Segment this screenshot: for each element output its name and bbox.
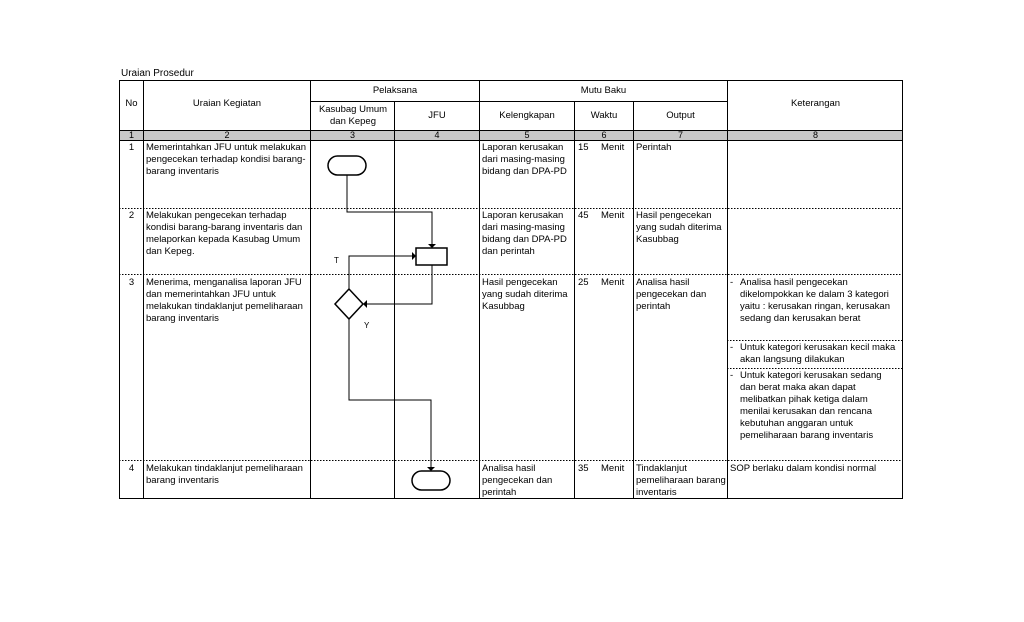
- row-2-uraian: Melakukan pengecekan terhadap kondisi barang-barang inventaris dan melaporkan kepada Kasubag Umum dan Kepeg.: [146, 210, 303, 257]
- table-caption: Uraian Prosedur: [121, 68, 194, 79]
- flow-arrow-start-to-process: [347, 175, 432, 244]
- row-3-waktu-unit: Menit: [601, 277, 625, 288]
- row-4-keterangan: SOP berlaku dalam kondisi normal: [730, 463, 877, 474]
- header-keterangan: Keterangan: [790, 98, 841, 109]
- flow-label-no: T: [334, 256, 339, 265]
- row-1-uraian: Memerintahkan JFU untuk melakukan pengecekan terhadap kondisi barang-barang inventaris: [146, 142, 306, 177]
- row-4-output: Tindaklanjut pemeliharaan barang inventaris: [636, 463, 726, 498]
- row-3-output: Analisa hasil pengecekan dan perintah: [636, 277, 707, 312]
- list-dash: -: [730, 370, 734, 381]
- row-1-output: Perintah: [636, 142, 672, 153]
- row-3-no: 3: [128, 277, 135, 288]
- row-2-output: Hasil pengecekan yang sudah diterima Kasubbag: [636, 210, 722, 245]
- header-waktu: Waktu: [590, 110, 618, 121]
- col-number: 7: [677, 130, 683, 140]
- header-no: No: [125, 98, 138, 109]
- header-jfu: JFU: [428, 110, 446, 121]
- row-1-kelengkapan: Laporan kerusakan dari masing-masing bidang dan DPA-PD: [482, 142, 567, 177]
- flow-arrow-yes-branch: [349, 319, 431, 467]
- list-dash: -: [730, 277, 734, 288]
- header-pelaksana: Pelaksana: [372, 85, 418, 96]
- end-terminator-shape: [412, 471, 450, 490]
- start-terminator-shape: [328, 156, 366, 175]
- keterangan-text: Untuk kategori kerusakan kecil maka akan langsung dilakukan: [740, 342, 896, 365]
- decision-shape: [335, 289, 363, 319]
- header-kasubag: Kasubag Umum dan Kepeg: [318, 104, 388, 127]
- col-number: 2: [224, 130, 230, 140]
- row-3-kelengkapan: Hasil pengecekan yang sudah diterima Kasubbag: [482, 277, 568, 312]
- header-uraian: Uraian Kegiatan: [192, 98, 262, 109]
- header-kelengkapan: Kelengkapan: [499, 110, 555, 121]
- row-4-kelengkapan: Analisa hasil pengecekan dan perintah: [482, 463, 553, 498]
- row-2-kelengkapan: Laporan kerusakan dari masing-masing bidang dan DPA-PD dan perintah: [482, 210, 567, 257]
- row-1-waktu-num: 15: [578, 142, 589, 153]
- arrowhead-icon: [363, 300, 367, 308]
- col-number: 5: [524, 130, 530, 140]
- row-2-waktu-num: 45: [578, 210, 589, 221]
- row-2-no: 2: [128, 210, 135, 221]
- flow-label-yes: Y: [364, 321, 370, 330]
- col-number: 6: [601, 130, 607, 140]
- row-4-no: 4: [128, 463, 135, 474]
- row-4-waktu-num: 35: [578, 463, 589, 474]
- row-4-waktu-unit: Menit: [601, 463, 625, 474]
- process-shape: [416, 248, 447, 265]
- keterangan-text: Analisa hasil pengecekan dikelompokkan ke dalam 3 kategori yaitu : kerusakan ringan, kerusakan sedang dan kerusakan berat: [740, 277, 890, 324]
- header-mutu-baku: Mutu Baku: [580, 85, 627, 96]
- row-3-uraian: Menerima, menganalisa laporan JFU dan memerintahkan JFU untuk melakukan tindaklanjut pemeliharaan barang inventaris: [146, 277, 303, 324]
- flow-arrow-no-branch: [349, 256, 412, 289]
- row-2-waktu-unit: Menit: [601, 210, 625, 221]
- row-1-waktu-unit: Menit: [601, 142, 625, 153]
- col-number: 3: [349, 130, 355, 140]
- header-output: Output: [666, 110, 695, 121]
- col-number: 8: [812, 130, 818, 140]
- col-number: 4: [434, 130, 440, 140]
- col-number: 1: [128, 130, 134, 140]
- row-3-waktu-num: 25: [578, 277, 589, 288]
- flow-arrow-process-to-decision: [367, 265, 432, 304]
- row-1-no: 1: [128, 142, 135, 153]
- keterangan-text: Untuk kategori kerusakan sedang dan berat maka akan dapat melibatkan pihak ketiga dalam menilai kerusakan dan rencana kebutuhan anggaran untuk pemeliharaan barang inventaris: [740, 370, 882, 441]
- list-dash: -: [730, 342, 734, 353]
- row-4-uraian: Melakukan tindaklanjut pemeliharaan barang inventaris: [146, 463, 303, 486]
